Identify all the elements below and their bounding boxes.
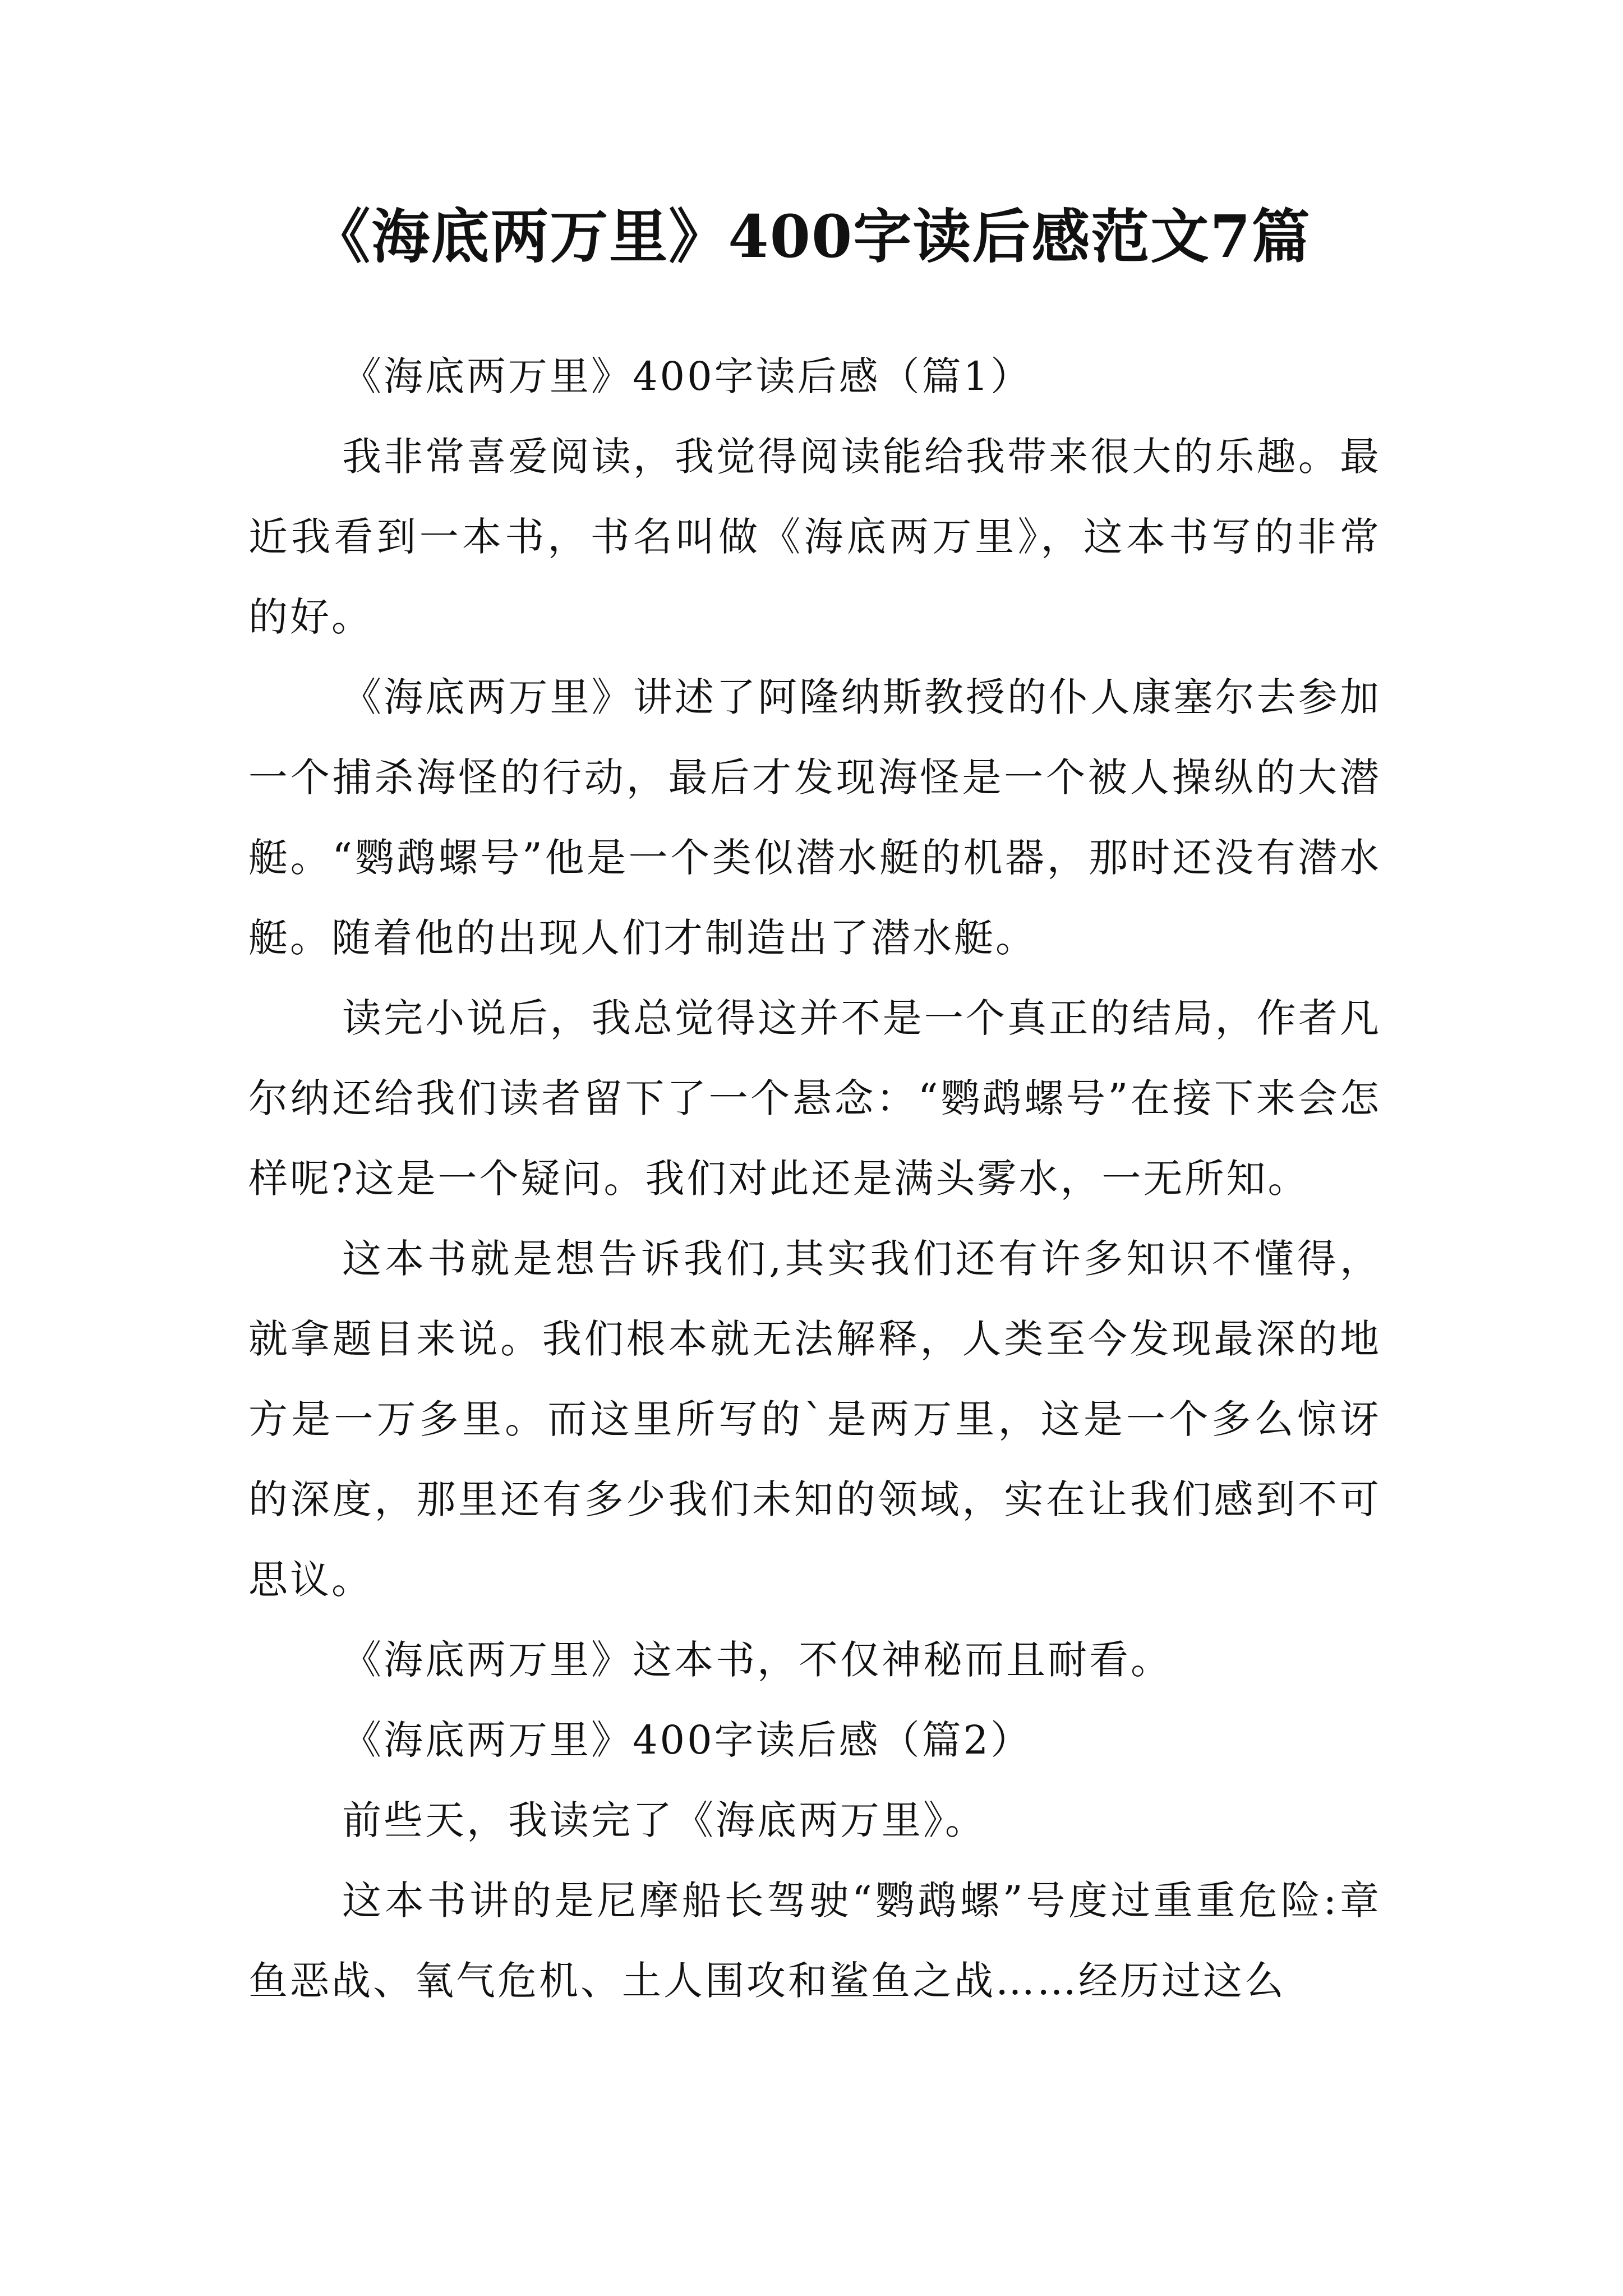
paragraph: 《海底两万里》这本书，不仅神秘而且耐看。	[342, 1637, 1172, 1683]
paragraph: 这本书讲的是尼摩船长驾驶“鹦鹉螺”号度过重重危险:章鱼恶战、氧气危机、土人围攻和鲨鱼之战……经历过这么	[248, 1878, 1381, 2004]
paragraph: 我非常喜爱阅读，我觉得阅读能给我带来很大的乐趣。最近我看到一本书，书名叫做《海底两万里》，这本书写的非常的好。	[248, 434, 1381, 640]
paragraph: 前些天，我读完了《海底两万里》。	[342, 1797, 986, 1843]
paragraph: 《海底两万里》讲述了阿隆纳斯教授的仆人康塞尔去参加一个捕杀海怪的行动，最后才发现海怪是一个被人操纵的大潜艇。“鹦鹉螺号”他是一个类似潜水艇的机器，那时还没有潜水艇。随着他的出现人们才制造出了潜水艇。	[248, 674, 1381, 961]
section-heading-2: 《海底两万里》400字读后感（篇2）	[342, 1717, 1032, 1763]
paragraph: 读完小说后，我总觉得这并不是一个真正的结局，作者凡尔纳还给我们读者留下了一个悬念：“鹦鹉螺号”在接下来会怎样呢?这是一个疑问。我们对此还是满头雾水，一无所知。	[248, 995, 1381, 1202]
section-heading-1: 《海底两万里》400字读后感（篇1）	[342, 353, 1032, 399]
document-title: 《海底两万里》400字读后感范文7篇	[312, 202, 1311, 271]
paragraph: 这本书就是想告诉我们,其实我们还有许多知识不懂得，就拿题目来说。我们根本就无法解释，人类至今发现最深的地方是一万多里。而这里所写的`是两万里，这是一个多么惊讶的深度，那里还有多少我们未知的领域，实在让我们感到不可思议。	[248, 1236, 1381, 1603]
document-body	[248, 337, 1381, 2021]
